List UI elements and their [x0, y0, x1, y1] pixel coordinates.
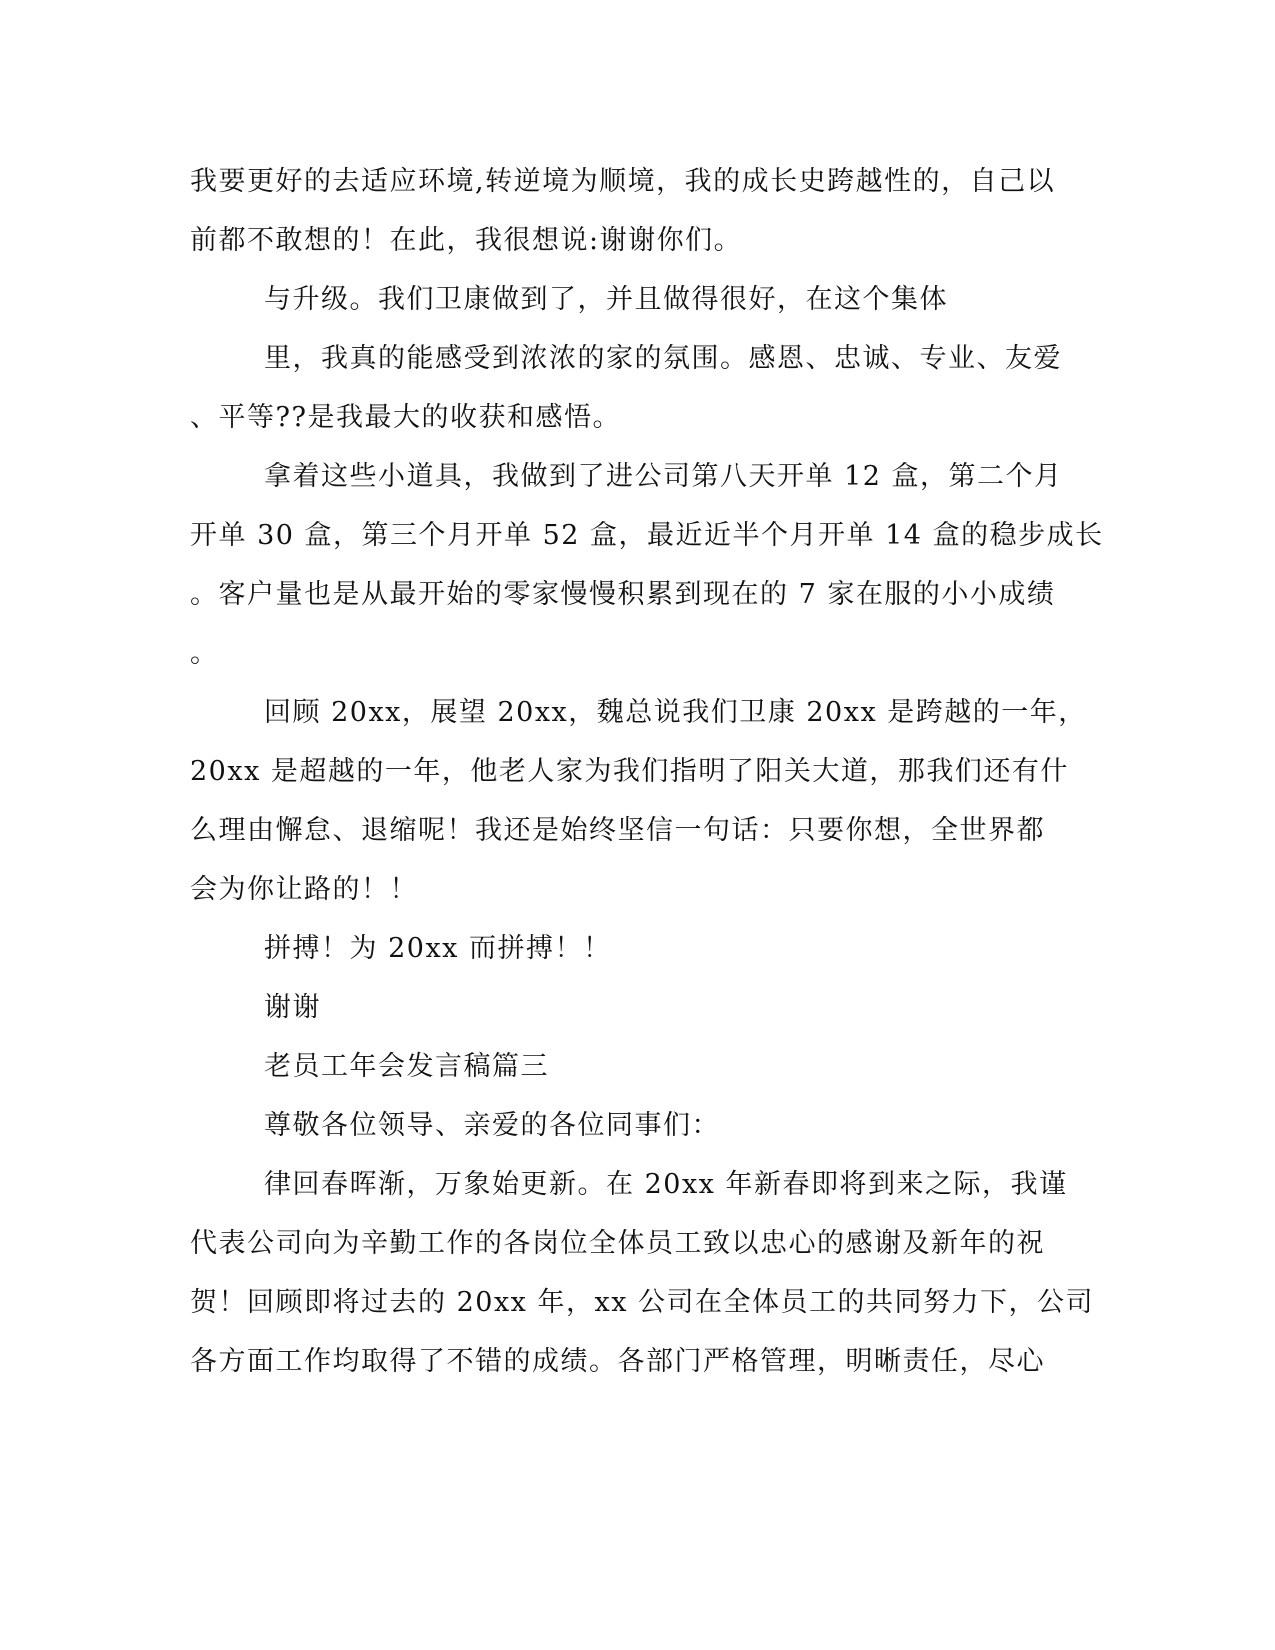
- text-line: 拼搏！为 20xx 而拼搏！！: [264, 933, 612, 964]
- text-line: 、平等??是我最大的收获和感悟。: [190, 402, 621, 433]
- text-line: 我要更好的去适应环境,转逆境为顺境，我的成长史跨越性的，自己以: [190, 166, 1056, 197]
- salutation: 尊敬各位领导、亲爱的各位同事们：: [264, 1110, 720, 1141]
- text-line: 与升级。我们卫康做到了，并且做得很好，在这个集体: [264, 284, 948, 315]
- text-line: 谢谢: [264, 992, 321, 1023]
- text-line: 律回春晖渐，万象始更新。在 20xx 年新春即将到来之际，我谨: [264, 1169, 1068, 1200]
- text-line: 开单 30 盒，第三个月开单 52 盒，最近近半个月开单 14 盒的稳步成长: [190, 520, 1104, 551]
- text-line: 前都不敢想的！在此，我很想说:谢谢你们。: [190, 225, 743, 256]
- text-line: 各方面工作均取得了不错的成绩。各部门严格管理，明晰责任，尽心: [190, 1346, 1045, 1377]
- text-line: 贺！回顾即将过去的 20xx 年，xx 公司在全体员工的共同努力下，公司: [190, 1287, 1095, 1318]
- text-line: 会为你让路的！！: [190, 874, 418, 905]
- text-line: 代表公司向为辛勤工作的各岗位全体员工致以忠心的感谢及新年的祝: [190, 1228, 1045, 1259]
- text-line: 20xx 是超越的一年，他老人家为我们指明了阳关大道，那我们还有什: [190, 756, 1069, 787]
- text-line: 。客户量也是从最开始的零家慢慢积累到现在的 7 家在服的小小成绩: [190, 579, 1056, 610]
- text-line: 拿着这些小道具，我做到了进公司第八天开单 12 盒，第二个月: [264, 461, 1063, 492]
- text-line: 里，我真的能感受到浓浓的家的氛围。感恩、忠诚、专业、友爱: [264, 343, 1062, 374]
- section-heading: 老员工年会发言稿篇三: [264, 1051, 549, 1082]
- text-line: 回顾 20xx，展望 20xx，魏总说我们卫康 20xx 是跨越的一年，: [264, 697, 1087, 728]
- text-line: 么理由懈怠、退缩呢！我还是始终坚信一句话：只要你想，全世界都: [190, 815, 1045, 846]
- text-line: 。: [190, 638, 219, 669]
